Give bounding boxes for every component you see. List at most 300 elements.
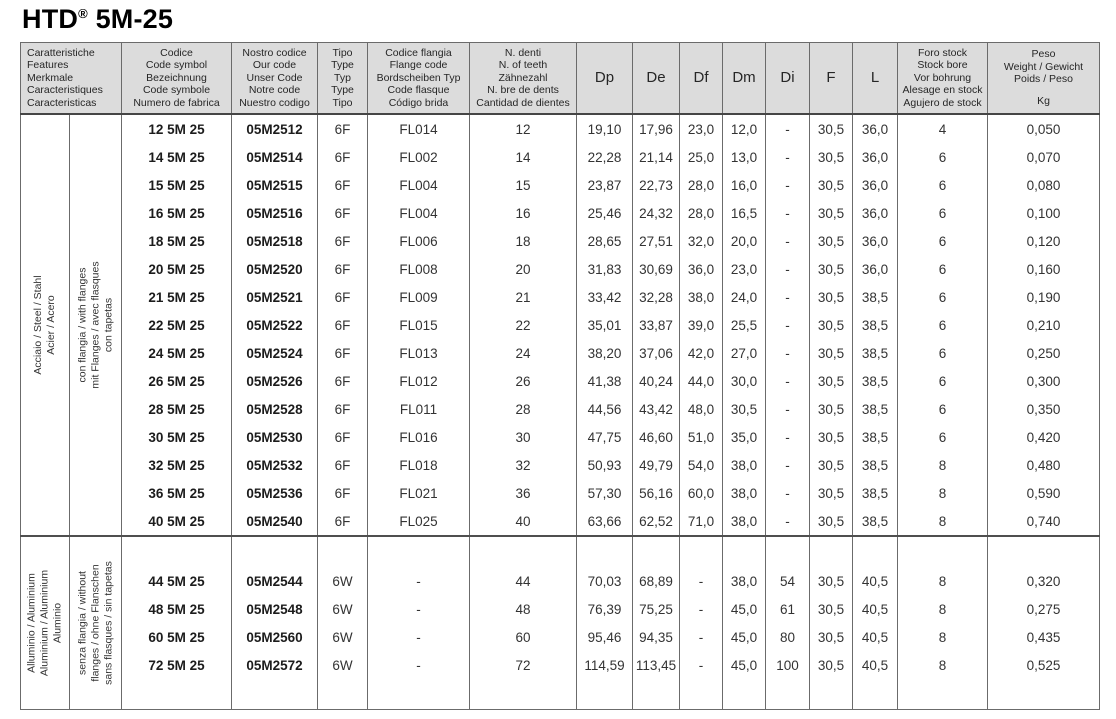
de-cell: 46,60	[633, 423, 680, 451]
di-cell: -	[766, 507, 810, 536]
header-line: Agujero de stock	[903, 96, 982, 109]
flange-code-cell: FL004	[368, 171, 470, 199]
di-cell: -	[766, 367, 810, 395]
header-line: Code symbole	[142, 84, 211, 97]
de-cell: 113,45	[633, 651, 680, 679]
df-cell: 48,0	[680, 395, 723, 423]
di-cell: -	[766, 114, 810, 143]
dp-cell: 28,65	[577, 227, 633, 255]
dp-cell: 19,10	[577, 114, 633, 143]
type-cell: 6F	[318, 255, 368, 283]
code-symbol-cell: 14 5M 25	[122, 143, 232, 171]
l-cell: 38,5	[853, 339, 898, 367]
de-cell: 75,25	[633, 595, 680, 623]
flange-code-cell: FL018	[368, 451, 470, 479]
empty-cell	[232, 536, 318, 567]
header-line: Flange code	[389, 59, 448, 72]
stock-bore-cell: 6	[898, 143, 988, 171]
table-row	[21, 623, 1100, 651]
de-cell: 43,42	[633, 395, 680, 423]
weight-cell: 0,590	[988, 479, 1100, 507]
header-line: Codice flangia	[385, 46, 452, 59]
col-header-f: F	[810, 43, 853, 115]
header-line: Tipo	[332, 46, 353, 59]
weight-cell: 0,050	[988, 114, 1100, 143]
df-cell: 54,0	[680, 451, 723, 479]
type-cell: 6F	[318, 199, 368, 227]
dp-cell: 95,46	[577, 623, 633, 651]
header-line: Code flasque	[387, 84, 450, 97]
stock-bore-cell: 4	[898, 114, 988, 143]
our-code-cell: 05M2540	[232, 507, 318, 536]
f-cell: 30,5	[810, 339, 853, 367]
header-line: Features	[27, 59, 69, 72]
di-cell: -	[766, 143, 810, 171]
teeth-cell: 72	[470, 651, 577, 679]
di-cell: 54	[766, 567, 810, 595]
f-cell: 30,5	[810, 143, 853, 171]
weight-cell: 0,420	[988, 423, 1100, 451]
code-symbol-cell: 21 5M 25	[122, 283, 232, 311]
de-cell: 68,89	[633, 567, 680, 595]
f-cell: 30,5	[810, 623, 853, 651]
dm-cell: 30,5	[723, 395, 766, 423]
di-cell: -	[766, 171, 810, 199]
table-row	[21, 367, 1100, 395]
empty-cell	[318, 679, 368, 710]
col-header-flange-code	[368, 43, 470, 115]
header-row	[21, 43, 1100, 115]
header-line: Código brida	[388, 96, 449, 109]
header-line: N. of teeth	[498, 59, 548, 72]
f-cell: 30,5	[810, 283, 853, 311]
code-symbol-cell: 18 5M 25	[122, 227, 232, 255]
table-row	[21, 595, 1100, 623]
empty-cell	[577, 536, 633, 567]
table-row	[21, 339, 1100, 367]
l-cell: 38,5	[853, 367, 898, 395]
rotated-label-line: flanges / ohne Flanschen	[89, 564, 101, 682]
header-line: Foro stock	[917, 46, 967, 59]
type-cell: 6F	[318, 479, 368, 507]
col-header-weight	[988, 43, 1100, 115]
header-line: Alesage en stock	[902, 84, 983, 97]
dp-cell: 70,03	[577, 567, 633, 595]
empty-cell	[810, 536, 853, 567]
code-symbol-cell: 60 5M 25	[122, 623, 232, 651]
stock-bore-cell: 6	[898, 367, 988, 395]
our-code-cell: 05M2521	[232, 283, 318, 311]
di-cell: -	[766, 311, 810, 339]
de-cell: 32,28	[633, 283, 680, 311]
teeth-cell: 22	[470, 311, 577, 339]
df-cell: 60,0	[680, 479, 723, 507]
col-header-features	[21, 43, 122, 115]
code-symbol-cell: 26 5M 25	[122, 367, 232, 395]
df-cell: -	[680, 567, 723, 595]
di-cell: 80	[766, 623, 810, 651]
rotated-label-line: con flangia / with flanges	[76, 267, 88, 383]
code-symbol-cell: 20 5M 25	[122, 255, 232, 283]
flange-label	[70, 536, 122, 710]
de-cell: 62,52	[633, 507, 680, 536]
empty-cell	[766, 536, 810, 567]
type-cell: 6F	[318, 395, 368, 423]
page-title	[22, 4, 173, 35]
flange-code-cell: FL008	[368, 255, 470, 283]
table-row	[21, 479, 1100, 507]
de-cell: 94,35	[633, 623, 680, 651]
header-line: Code symbol	[145, 59, 208, 72]
aluminium-section	[21, 536, 1100, 710]
dp-cell: 47,75	[577, 423, 633, 451]
f-cell: 30,5	[810, 651, 853, 679]
de-cell: 27,51	[633, 227, 680, 255]
col-header-teeth	[470, 43, 577, 115]
dm-cell: 13,0	[723, 143, 766, 171]
dm-cell: 30,0	[723, 367, 766, 395]
l-cell: 36,0	[853, 171, 898, 199]
rotated-label-line: Acciaio / Steel / Stahl	[32, 275, 44, 375]
code-symbol-cell: 30 5M 25	[122, 423, 232, 451]
code-symbol-cell: 15 5M 25	[122, 171, 232, 199]
empty-cell	[853, 536, 898, 567]
header-line: Type	[331, 84, 354, 97]
flange-code-cell: FL015	[368, 311, 470, 339]
col-header-code-symbol	[122, 43, 232, 115]
rotated-label-line: Acier / Acero	[45, 295, 57, 355]
l-cell: 38,5	[853, 479, 898, 507]
code-symbol-cell: 22 5M 25	[122, 311, 232, 339]
header-line: Poids / Peso	[1014, 73, 1073, 85]
weight-cell: 0,275	[988, 595, 1100, 623]
header-line: Caracteristiques	[27, 84, 103, 97]
weight-cell: 0,740	[988, 507, 1100, 536]
dp-cell: 41,38	[577, 367, 633, 395]
weight-cell: 0,080	[988, 171, 1100, 199]
col-header-type	[318, 43, 368, 115]
our-code-cell: 05M2526	[232, 367, 318, 395]
header-line: Peso	[1031, 48, 1056, 61]
df-cell: 32,0	[680, 227, 723, 255]
dm-cell: 12,0	[723, 114, 766, 143]
table-row	[21, 395, 1100, 423]
dp-cell: 22,28	[577, 143, 633, 171]
pulley-spec-table	[20, 42, 1100, 710]
dm-cell: 25,5	[723, 311, 766, 339]
empty-cell	[232, 679, 318, 710]
dm-cell: 38,0	[723, 479, 766, 507]
empty-cell	[680, 679, 723, 710]
flange-label	[70, 114, 122, 536]
table-row	[21, 507, 1100, 536]
flange-code-cell: FL002	[368, 143, 470, 171]
header-line: Caratteristiche	[27, 46, 95, 59]
header-line: Vor bohrung	[913, 71, 972, 84]
dp-cell: 114,59	[577, 651, 633, 679]
type-cell: 6F	[318, 143, 368, 171]
de-cell: 37,06	[633, 339, 680, 367]
code-symbol-cell: 44 5M 25	[122, 567, 232, 595]
f-cell: 30,5	[810, 367, 853, 395]
weight-cell: 0,350	[988, 395, 1100, 423]
col-header-de: De	[633, 43, 680, 115]
df-cell: 42,0	[680, 339, 723, 367]
dp-cell: 35,01	[577, 311, 633, 339]
dm-cell: 35,0	[723, 423, 766, 451]
l-cell: 36,0	[853, 255, 898, 283]
teeth-cell: 21	[470, 283, 577, 311]
header-line: Nostro codice	[242, 46, 307, 59]
l-cell: 40,5	[853, 595, 898, 623]
type-cell: 6F	[318, 451, 368, 479]
type-cell: 6F	[318, 507, 368, 536]
type-cell: 6F	[318, 311, 368, 339]
empty-cell	[898, 536, 988, 567]
f-cell: 30,5	[810, 255, 853, 283]
stock-bore-cell: 8	[898, 451, 988, 479]
brand-text: HTD	[22, 4, 79, 34]
type-cell: 6W	[318, 595, 368, 623]
dm-cell: 45,0	[723, 651, 766, 679]
our-code-cell: 05M2524	[232, 339, 318, 367]
teeth-cell: 12	[470, 114, 577, 143]
weight-cell: 0,250	[988, 339, 1100, 367]
weight-cell: 0,070	[988, 143, 1100, 171]
flange-code-cell: -	[368, 651, 470, 679]
empty-cell	[122, 679, 232, 710]
df-cell: -	[680, 651, 723, 679]
dp-cell: 31,83	[577, 255, 633, 283]
empty-cell	[680, 536, 723, 567]
de-cell: 30,69	[633, 255, 680, 283]
rotated-label-line: sans flasques / sin tapetas	[102, 561, 114, 685]
stock-bore-cell: 6	[898, 171, 988, 199]
table-row	[21, 451, 1100, 479]
spacer-row	[21, 679, 1100, 710]
df-cell: 51,0	[680, 423, 723, 451]
header-line: Weight / Gewicht	[1003, 60, 1084, 73]
header-line: Bezeichnung	[146, 71, 207, 84]
header-line: Notre code	[248, 84, 301, 97]
df-cell: 23,0	[680, 114, 723, 143]
type-cell: 6W	[318, 651, 368, 679]
table-row	[21, 651, 1100, 679]
header-line: Tipo	[332, 96, 353, 109]
f-cell: 30,5	[810, 507, 853, 536]
f-cell: 30,5	[810, 199, 853, 227]
header-line: Caracteristicas	[27, 96, 97, 109]
teeth-cell: 14	[470, 143, 577, 171]
table-row	[21, 283, 1100, 311]
stock-bore-cell: 8	[898, 623, 988, 651]
code-symbol-cell: 72 5M 25	[122, 651, 232, 679]
empty-cell	[810, 679, 853, 710]
table-row	[21, 255, 1100, 283]
empty-cell	[470, 536, 577, 567]
flange-code-cell: FL006	[368, 227, 470, 255]
col-header-df: Df	[680, 43, 723, 115]
empty-cell	[470, 679, 577, 710]
teeth-cell: 24	[470, 339, 577, 367]
table-row	[21, 227, 1100, 255]
de-cell: 22,73	[633, 171, 680, 199]
col-header-stock-bore	[898, 43, 988, 115]
header-line: Stock bore	[917, 59, 968, 72]
df-cell: 36,0	[680, 255, 723, 283]
rotated-label-line: senza flangia / without	[76, 571, 88, 675]
table-row	[21, 423, 1100, 451]
our-code-cell: 05M2572	[232, 651, 318, 679]
l-cell: 36,0	[853, 199, 898, 227]
df-cell: 25,0	[680, 143, 723, 171]
our-code-cell: 05M2530	[232, 423, 318, 451]
dp-cell: 76,39	[577, 595, 633, 623]
de-cell: 49,79	[633, 451, 680, 479]
df-cell: 44,0	[680, 367, 723, 395]
rotated-label-line: Alluminio / Aluminium	[25, 573, 38, 673]
code-symbol-cell: 16 5M 25	[122, 199, 232, 227]
code-symbol-cell: 24 5M 25	[122, 339, 232, 367]
de-cell: 33,87	[633, 311, 680, 339]
l-cell: 36,0	[853, 227, 898, 255]
model-text: 5M-25	[87, 4, 174, 34]
df-cell: 28,0	[680, 171, 723, 199]
l-cell: 38,5	[853, 423, 898, 451]
f-cell: 30,5	[810, 395, 853, 423]
our-code-cell: 05M2532	[232, 451, 318, 479]
weight-cell: 0,120	[988, 227, 1100, 255]
material-label	[21, 114, 70, 536]
flange-code-cell: FL009	[368, 283, 470, 311]
our-code-cell: 05M2528	[232, 395, 318, 423]
flange-code-cell: -	[368, 567, 470, 595]
stock-bore-cell: 8	[898, 479, 988, 507]
our-code-cell: 05M2518	[232, 227, 318, 255]
de-cell: 24,32	[633, 199, 680, 227]
flange-code-cell: FL014	[368, 114, 470, 143]
f-cell: 30,5	[810, 451, 853, 479]
weight-cell: 0,210	[988, 311, 1100, 339]
header-line: N. bre de dents	[487, 84, 559, 97]
df-cell: 39,0	[680, 311, 723, 339]
df-cell: 71,0	[680, 507, 723, 536]
material-label	[21, 536, 70, 710]
type-cell: 6F	[318, 114, 368, 143]
col-header-our-code	[232, 43, 318, 115]
weight-cell: 0,160	[988, 255, 1100, 283]
di-cell: -	[766, 255, 810, 283]
flange-code-cell: -	[368, 623, 470, 651]
di-cell: -	[766, 339, 810, 367]
stock-bore-cell: 6	[898, 423, 988, 451]
type-cell: 6F	[318, 339, 368, 367]
l-cell: 40,5	[853, 651, 898, 679]
dm-cell: 16,0	[723, 171, 766, 199]
l-cell: 36,0	[853, 143, 898, 171]
di-cell: -	[766, 395, 810, 423]
empty-cell	[633, 536, 680, 567]
code-symbol-cell: 28 5M 25	[122, 395, 232, 423]
empty-cell	[853, 679, 898, 710]
empty-cell	[318, 536, 368, 567]
our-code-cell: 05M2548	[232, 595, 318, 623]
teeth-cell: 36	[470, 479, 577, 507]
dm-cell: 16,5	[723, 199, 766, 227]
code-symbol-cell: 48 5M 25	[122, 595, 232, 623]
di-cell: -	[766, 199, 810, 227]
stock-bore-cell: 6	[898, 311, 988, 339]
stock-bore-cell: 6	[898, 283, 988, 311]
f-cell: 30,5	[810, 423, 853, 451]
empty-cell	[577, 679, 633, 710]
header-line: N. denti	[504, 46, 542, 59]
stock-bore-cell: 6	[898, 395, 988, 423]
stock-bore-cell: 8	[898, 651, 988, 679]
weight-header-lines	[988, 48, 1099, 85]
f-cell: 30,5	[810, 479, 853, 507]
dm-cell: 45,0	[723, 623, 766, 651]
code-symbol-cell: 12 5M 25	[122, 114, 232, 143]
teeth-cell: 60	[470, 623, 577, 651]
df-cell: 28,0	[680, 199, 723, 227]
weight-cell: 0,300	[988, 367, 1100, 395]
type-cell: 6F	[318, 283, 368, 311]
dm-cell: 27,0	[723, 339, 766, 367]
df-cell: -	[680, 623, 723, 651]
df-cell: -	[680, 595, 723, 623]
di-cell: 100	[766, 651, 810, 679]
dm-cell: 38,0	[723, 451, 766, 479]
col-header-di: Di	[766, 43, 810, 115]
col-header-dp: Dp	[577, 43, 633, 115]
dp-cell: 23,87	[577, 171, 633, 199]
teeth-cell: 48	[470, 595, 577, 623]
di-cell: -	[766, 227, 810, 255]
weight-cell: 0,435	[988, 623, 1100, 651]
dm-cell: 38,0	[723, 507, 766, 536]
rotated-label-line: Aluminio	[51, 602, 64, 644]
teeth-cell: 40	[470, 507, 577, 536]
teeth-cell: 15	[470, 171, 577, 199]
di-cell: -	[766, 451, 810, 479]
weight-cell: 0,190	[988, 283, 1100, 311]
flange-code-cell: FL012	[368, 367, 470, 395]
empty-cell	[766, 679, 810, 710]
our-code-cell: 05M2520	[232, 255, 318, 283]
stock-bore-cell: 8	[898, 567, 988, 595]
flange-code-cell: -	[368, 595, 470, 623]
code-symbol-cell: 36 5M 25	[122, 479, 232, 507]
spacer-row	[21, 536, 1100, 567]
f-cell: 30,5	[810, 114, 853, 143]
f-cell: 30,5	[810, 567, 853, 595]
header-line: Type	[331, 59, 354, 72]
f-cell: 30,5	[810, 227, 853, 255]
di-cell: -	[766, 283, 810, 311]
table-header	[21, 43, 1100, 115]
empty-cell	[898, 679, 988, 710]
weight-cell: 0,320	[988, 567, 1100, 595]
teeth-cell: 30	[470, 423, 577, 451]
dm-cell: 23,0	[723, 255, 766, 283]
type-cell: 6F	[318, 227, 368, 255]
type-cell: 6F	[318, 423, 368, 451]
dp-cell: 25,46	[577, 199, 633, 227]
f-cell: 30,5	[810, 311, 853, 339]
weight-cell: 0,100	[988, 199, 1100, 227]
header-line: Merkmale	[27, 71, 74, 84]
